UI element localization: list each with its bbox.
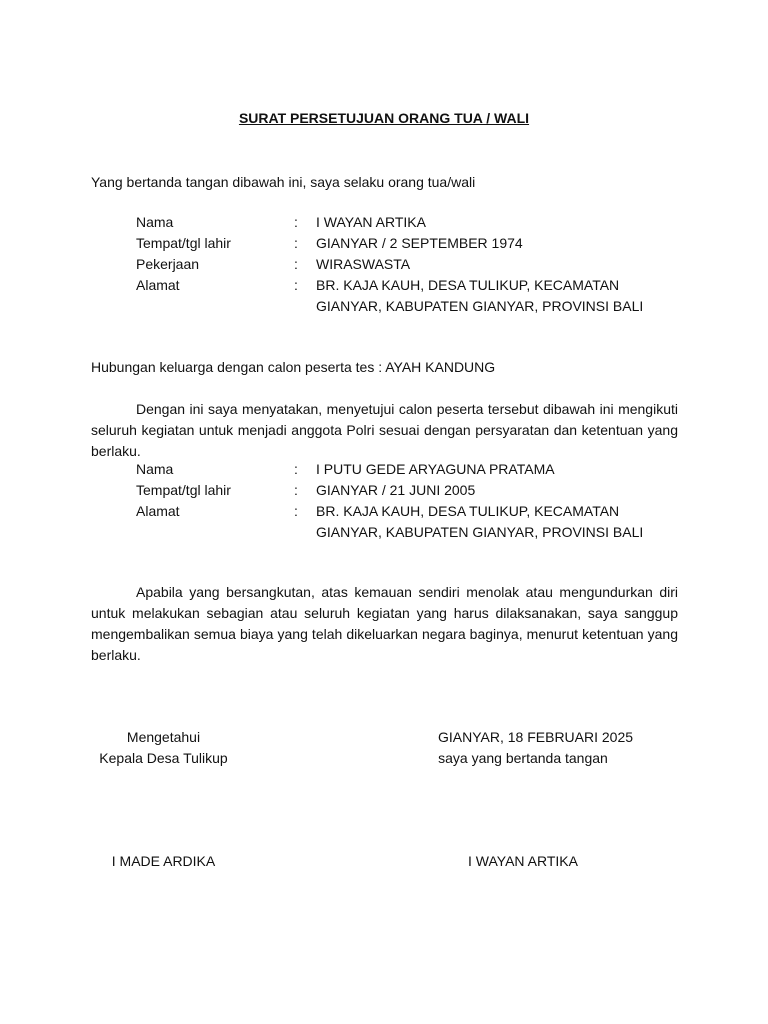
relationship-text: Hubungan keluarga dengan calon peserta tes : AYAH KANDUNG [91,359,496,375]
field-value: BR. KAJA KAUH, DESA TULIKUP, KECAMATAN GIANYAR, KABUPATEN GIANYAR, PROVINSI BALI [316,277,644,314]
field-value: GIANYAR / 2 SEPTEMBER 1974 [316,235,523,251]
field-label: Nama [136,214,174,230]
field-label: Nama [136,461,174,477]
left-signature-name: I MADE ARDIKA [111,853,216,869]
field-label: Alamat [136,277,180,293]
field-label: Tempat/tgl lahir [136,235,231,251]
field-value: GIANYAR / 21 JUNI 2005 [316,482,476,498]
field-colon: : [294,503,298,519]
field-label: Tempat/tgl lahir [136,482,231,498]
field-value: I WAYAN ARTIKA [316,214,426,230]
field-value: I PUTU GEDE ARYAGUNA PRATAMA [316,461,555,477]
field-colon: : [294,214,298,230]
left-signature-title: Kepala Desa Tulikup [99,750,228,766]
statement-paragraph: Dengan ini saya menyatakan, menyetujui calon peserta tersebut dibawah ini mengikuti seluruh kegiatan untuk menjadi anggota Polri sesuai dengan persyaratan dan ketentuan yang berlaku. [91,401,678,459]
closing-paragraph: Apabila yang bersangkutan, atas kemauan sendiri menolak atau mengundurkan diri untuk melakukan sebagian atau seluruh kegiatan yang harus dilaksanakan, saya sanggup mengembalikan semua biaya yang telah dikeluarkan negara baginya, menurut ketentuan yang berlaku. [91,584,678,663]
field-label: Alamat [136,503,180,519]
left-signature-heading: Mengetahui [126,729,201,745]
field-label: Pekerjaan [136,256,200,272]
right-signature-title: saya yang bertanda tangan [438,750,608,766]
document-title: SURAT PERSETUJUAN ORANG TUA / WALI [238,110,530,126]
field-colon: : [294,482,298,498]
field-colon: : [294,256,298,272]
field-value: WIRASWASTA [316,256,411,272]
place-date: GIANYAR, 18 FEBRUARI 2025 [438,729,634,745]
field-colon: : [294,235,298,251]
field-value: BR. KAJA KAUH, DESA TULIKUP, KECAMATAN GIANYAR, KABUPATEN GIANYAR, PROVINSI BALI [316,503,644,540]
right-signature-name: I WAYAN ARTIKA [468,853,578,869]
intro-text: Yang bertanda tangan dibawah ini, saya selaku orang tua/wali [91,174,476,190]
field-colon: : [294,461,298,477]
field-colon: : [294,277,298,293]
